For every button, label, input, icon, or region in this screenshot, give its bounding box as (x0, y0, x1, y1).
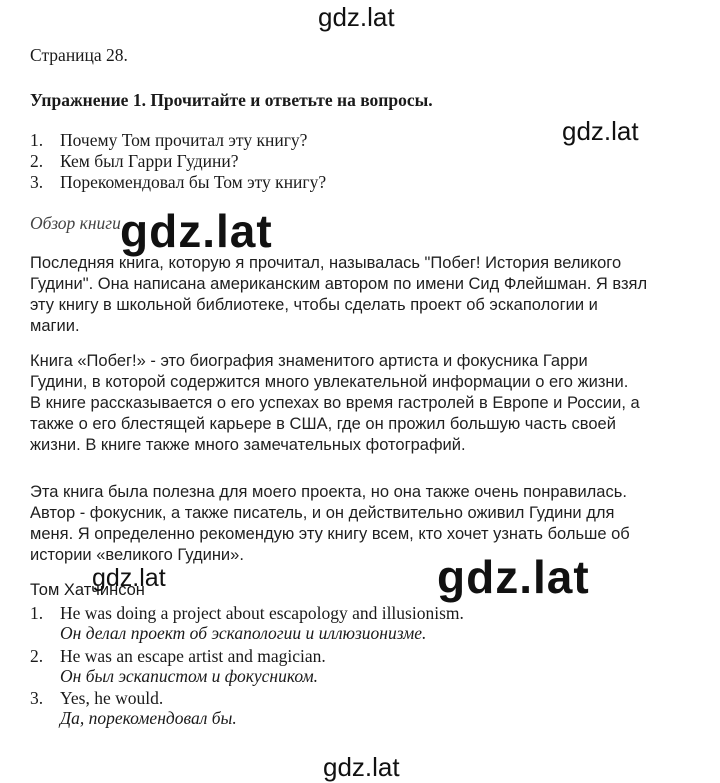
answer-number: 3. (30, 688, 44, 708)
answer-number: 1. (30, 603, 44, 623)
paragraph-line: магии. (30, 317, 80, 335)
paragraph-line: Последняя книга, которую я прочитал, называлась "Побег! История великого (30, 254, 622, 272)
author-signature: Том Хатчинсон (30, 581, 145, 599)
paragraph-line: Гудини". Она написана американским автором по имени Сид Флейшман. Я взял (30, 275, 648, 293)
watermark-large: gdz.lat (120, 205, 273, 257)
answer-russian: Да, порекомендовал бы. (60, 708, 237, 728)
watermark-right: gdz.lat (562, 116, 639, 146)
watermark-bottom: gdz.lat (323, 752, 400, 782)
paragraph-line: жизни. В книге также много замечательных фотографий. (30, 436, 466, 454)
review-paragraph (30, 351, 640, 456)
paragraph-line: Книга «Побег!» - это биография знаменитого артиста и фокусника Гарри (30, 352, 588, 370)
watermark-top: gdz.lat (318, 2, 395, 32)
watermark-small: gdz.lat (92, 564, 166, 592)
answer-english: Yes, he would. (60, 688, 164, 708)
paragraph-line: Гудини, в которой содержится много увлекательной информации о его жизни. (30, 373, 629, 391)
question-number: 1. (30, 130, 44, 150)
question-number: 2. (30, 151, 44, 171)
page-label: Страница 28. (30, 45, 128, 65)
answer-number: 2. (30, 646, 44, 666)
paragraph-line: меня. Я определенно рекомендую эту книгу всем, кто хочет узнать больше об (30, 525, 630, 543)
watermark-large-right: gdz.lat (437, 551, 590, 603)
question-text: Кем был Гарри Гудини? (60, 151, 239, 171)
question-number: 3. (30, 172, 44, 192)
answer-russian: Он делал проект об эскапологии и иллюзионизме. (60, 623, 427, 643)
review-heading: Обзор книги (30, 213, 121, 233)
paragraph-line: Эта книга была полезна для моего проекта, но она также очень понравилась. (30, 483, 627, 501)
paragraph-line: В книге рассказывается о его успехах во время гастролей в Европе и России, а (30, 394, 640, 412)
question-text: Почему Том прочитал эту книгу? (60, 130, 308, 150)
answer-english: He was an escape artist and magician. (60, 646, 326, 666)
paragraph-line: также о его блестящей карьере в США, где он прожил большую часть своей (30, 415, 616, 433)
answer-english: He was doing a project about escapology and illusionism. (60, 603, 464, 623)
paragraph-line: Автор - фокусник, а также писатель, и он действительно оживил Гудини для (30, 504, 615, 522)
paragraph-line: эту книгу в школьной библиотеке, чтобы сделать проект об эскапологии и (30, 296, 598, 314)
question-text: Порекомендовал бы Том эту книгу? (60, 172, 327, 192)
answer-russian: Он был эскапистом и фокусником. (60, 666, 319, 686)
paragraph-line: истории «великого Гудини». (30, 546, 244, 564)
exercise-title: Упражнение 1. Прочитайте и ответьте на вопросы. (30, 90, 433, 110)
review-paragraph (30, 253, 648, 337)
